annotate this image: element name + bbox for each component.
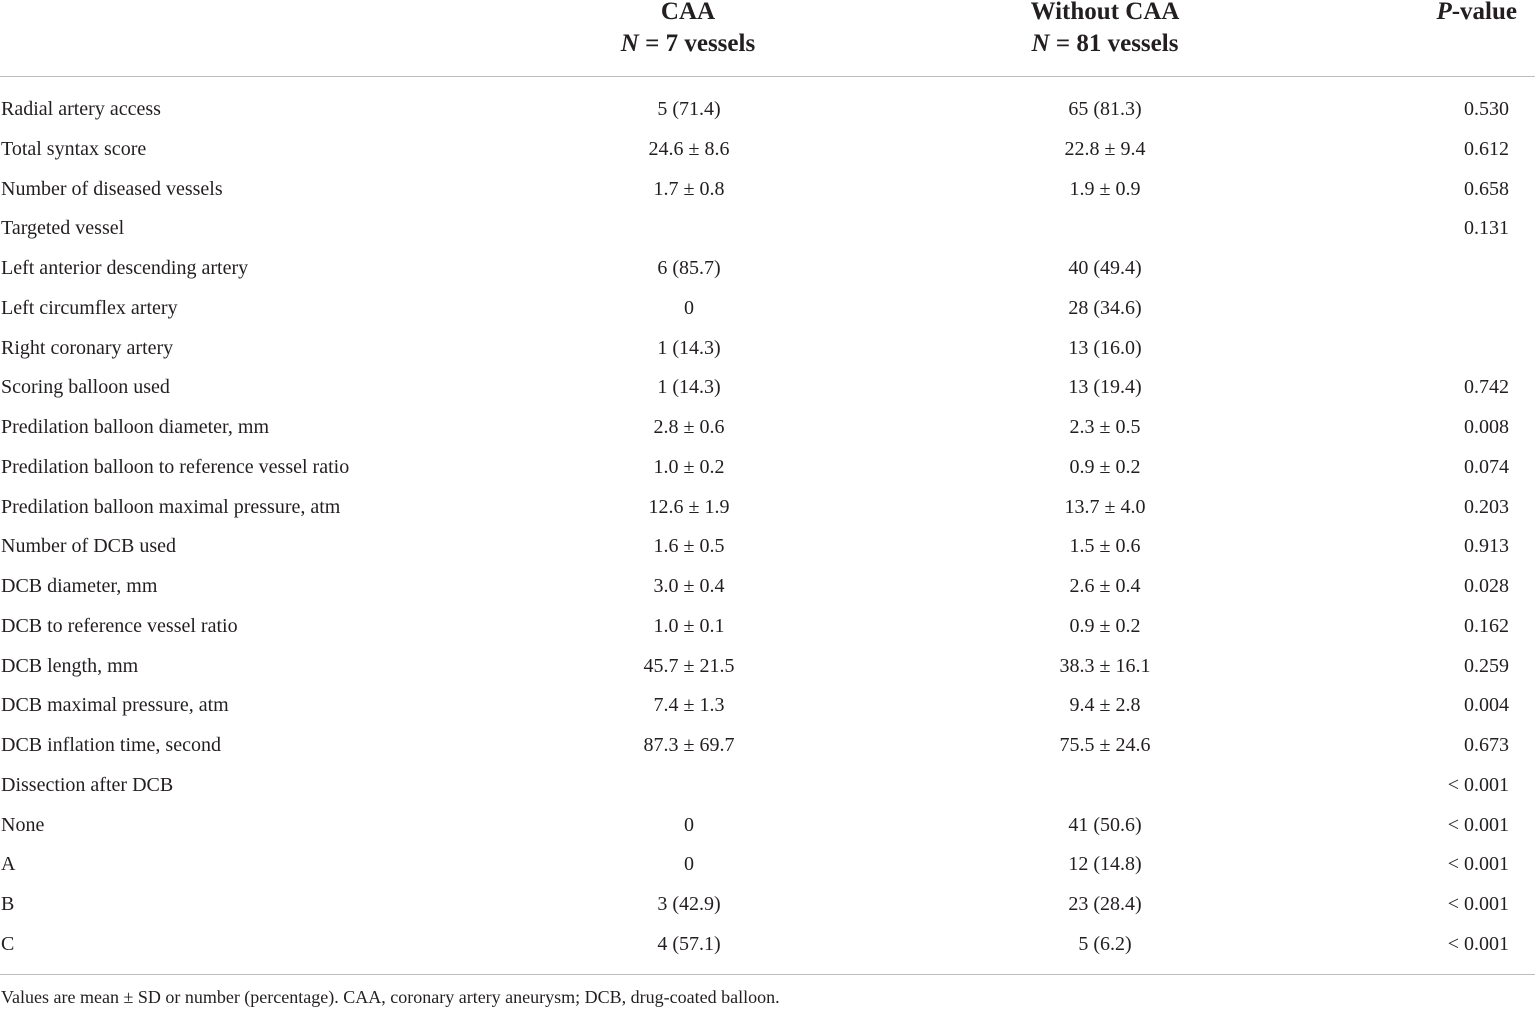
row-label: A	[1, 853, 16, 876]
header-caa-n	[588, 28, 788, 60]
p-value: 0.673	[1464, 734, 1509, 756]
row-label: Dissection after DCB	[1, 773, 174, 796]
p-value: < 0.001	[1447, 893, 1509, 915]
p-value: 0.028	[1464, 575, 1509, 597]
row-label: Left anterior descending artery	[1, 257, 249, 279]
without-caa-value: 0.9 ± 0.2	[1069, 614, 1141, 637]
caa-value: 3.0 ± 0.4	[653, 575, 725, 597]
caa-value: 1 (14.3)	[657, 376, 721, 399]
without-caa-value: 41 (50.6)	[1068, 813, 1142, 836]
p-value: 0.004	[1464, 694, 1509, 717]
caa-value: 5 (71.4)	[657, 98, 721, 120]
p-value: 0.612	[1464, 137, 1509, 160]
table-row	[0, 249, 1535, 289]
without-caa-value: 22.8 ± 9.4	[1064, 137, 1146, 160]
table-row	[0, 845, 1535, 885]
table-body	[0, 90, 1535, 965]
caa-value: 1.6 ± 0.5	[653, 535, 725, 558]
table-row	[0, 607, 1535, 647]
table-row	[0, 329, 1535, 369]
table-bottom-rule	[0, 974, 1535, 975]
table-row	[0, 885, 1535, 925]
without-caa-value: 28 (34.6)	[1068, 296, 1142, 319]
row-label: None	[1, 813, 45, 836]
table-row	[0, 567, 1535, 607]
without-caa-value: 13 (16.0)	[1068, 336, 1142, 359]
caa-value: 4 (57.1)	[657, 932, 721, 955]
without-caa-value: 2.6 ± 0.4	[1069, 575, 1141, 597]
table-row	[0, 170, 1535, 210]
table-row	[0, 209, 1535, 249]
row-label: DCB to reference vessel ratio	[1, 614, 238, 637]
table-row	[0, 925, 1535, 965]
row-label: Number of DCB used	[1, 535, 176, 558]
caa-value: 87.3 ± 69.7	[643, 734, 735, 756]
without-caa-value: 12 (14.8)	[1068, 853, 1142, 876]
row-label: C	[1, 932, 15, 955]
table-row	[0, 289, 1535, 329]
caa-value: 0	[684, 296, 694, 319]
p-value: < 0.001	[1447, 932, 1509, 955]
row-label: Right coronary artery	[1, 336, 174, 359]
p-value: 0.131	[1464, 217, 1509, 240]
table-row	[0, 130, 1535, 170]
p-value: 0.658	[1464, 177, 1509, 200]
without-caa-value: 13.7 ± 4.0	[1064, 495, 1146, 518]
table-row	[0, 368, 1535, 408]
table-footnote: Values are mean ± SD or number (percentage). CAA, coronary artery aneurysm; DCB, drug-coated balloon.	[1, 987, 780, 1007]
p-value: 0.203	[1464, 495, 1509, 518]
p-value: < 0.001	[1447, 853, 1509, 876]
p-value: < 0.001	[1447, 813, 1509, 836]
p-value: 0.530	[1464, 98, 1509, 120]
header-without-n	[990, 28, 1220, 60]
p-value: < 0.001	[1447, 773, 1509, 796]
p-value: 0.008	[1464, 416, 1509, 438]
row-label: DCB diameter, mm	[1, 575, 158, 597]
caa-value: 12.6 ± 1.9	[648, 495, 730, 518]
row-label: Scoring balloon used	[1, 376, 170, 399]
without-caa-value: 1.5 ± 0.6	[1069, 535, 1141, 558]
caa-value: 1 (14.3)	[657, 336, 721, 359]
caa-value: 3 (42.9)	[657, 893, 721, 915]
caa-value: 0	[684, 813, 694, 836]
row-label: Radial artery access	[1, 98, 161, 120]
p-value: 0.742	[1464, 376, 1509, 399]
table-row	[0, 527, 1535, 567]
caa-value: 2.8 ± 0.6	[653, 416, 725, 438]
p-value: 0.259	[1464, 654, 1509, 677]
row-label: B	[1, 893, 15, 915]
table-row	[0, 488, 1535, 528]
without-caa-value: 5 (6.2)	[1078, 932, 1132, 955]
caa-value: 1.7 ± 0.8	[653, 177, 725, 200]
row-label: Predilation balloon to reference vessel ratio	[1, 455, 350, 478]
without-caa-value: 38.3 ± 16.1	[1059, 654, 1151, 677]
row-label: Predilation balloon maximal pressure, atm	[1, 495, 341, 518]
header-caa	[588, 0, 788, 60]
header-without-n-suffix: = 81 vessels	[1049, 30, 1179, 57]
row-label: Left circumflex artery	[1, 296, 178, 319]
table-row	[0, 806, 1535, 846]
without-caa-value: 9.4 ± 2.8	[1069, 694, 1141, 717]
without-caa-value: 40 (49.4)	[1068, 257, 1142, 279]
without-caa-value: 2.3 ± 0.5	[1069, 416, 1141, 438]
table-row	[0, 90, 1535, 130]
caa-value: 0	[684, 853, 694, 876]
header-p-suffix: -value	[1451, 0, 1517, 25]
without-caa-value: 0.9 ± 0.2	[1069, 455, 1141, 478]
row-label: Number of diseased vessels	[1, 177, 223, 200]
caa-value: 7.4 ± 1.3	[653, 694, 725, 717]
row-label: DCB inflation time, second	[1, 734, 221, 756]
row-label: DCB maximal pressure, atm	[1, 694, 229, 717]
table-row	[0, 726, 1535, 766]
table-row	[0, 686, 1535, 726]
header-p-value	[1436, 0, 1517, 28]
without-caa-value: 13 (19.4)	[1068, 376, 1142, 399]
without-caa-value: 75.5 ± 24.6	[1059, 734, 1151, 756]
p-value: 0.162	[1464, 614, 1509, 637]
header-without-n-prefix: N	[1031, 30, 1050, 57]
table-row	[0, 408, 1535, 448]
caa-value: 24.6 ± 8.6	[648, 137, 730, 160]
row-label: Total syntax score	[1, 137, 147, 160]
without-caa-value: 23 (28.4)	[1068, 893, 1142, 915]
caa-value: 6 (85.7)	[657, 257, 721, 279]
table-header	[0, 0, 1535, 77]
caa-value: 1.0 ± 0.1	[653, 614, 725, 637]
without-caa-value: 1.9 ± 0.9	[1069, 177, 1141, 200]
header-caa-title: CAA	[660, 0, 716, 25]
table-row	[0, 766, 1535, 806]
without-caa-value: 65 (81.3)	[1068, 98, 1142, 120]
row-label: Predilation balloon diameter, mm	[1, 416, 270, 438]
caa-value: 45.7 ± 21.5	[643, 654, 735, 677]
header-without-caa	[990, 0, 1220, 60]
table-row	[0, 448, 1535, 488]
row-label: Targeted vessel	[1, 217, 125, 240]
p-value: 0.913	[1464, 535, 1509, 558]
header-caa-n-suffix: = 7 vessels	[638, 30, 756, 57]
row-label: DCB length, mm	[1, 654, 139, 677]
p-value: 0.074	[1464, 455, 1509, 478]
table-row	[0, 647, 1535, 687]
header-p-prefix: P	[1436, 0, 1452, 25]
header-caa-n-prefix: N	[620, 30, 639, 57]
header-without-title: Without CAA	[1030, 0, 1180, 25]
caa-value: 1.0 ± 0.2	[653, 455, 725, 478]
